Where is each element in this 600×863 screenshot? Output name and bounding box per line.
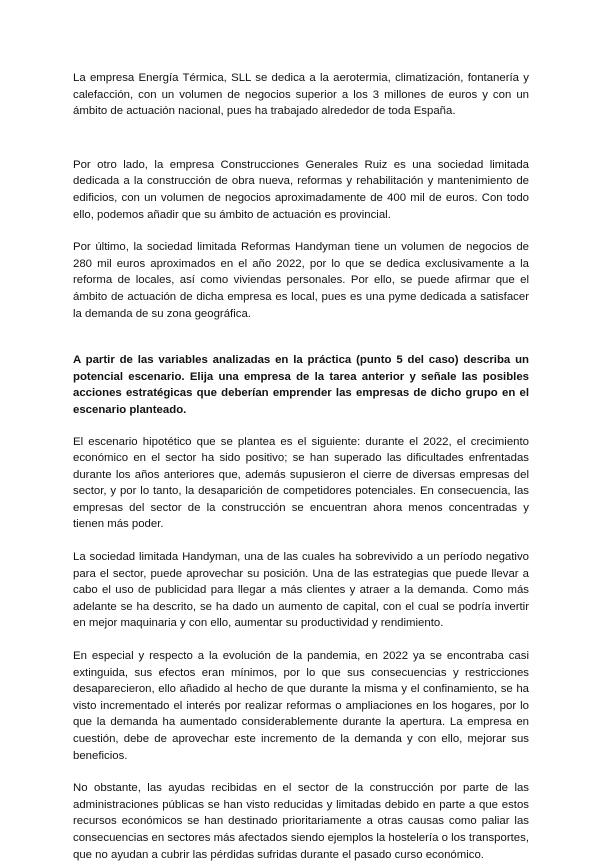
question-heading: A partir de las variables analizadas en la práctica (punto 5 del caso) describa un potencial escenario. Elija una empresa de la tarea anterior y señale las posibles acciones estratégicas que deberían emprender las empresas de dicho grupo en el escenario planteado.	[73, 354, 529, 416]
paragraph-ayudas: No obstante, las ayudas recibidas en el sector de la construcción por parte de las administraciones públicas se han visto reducidas y limitadas debido en parte a que estos recursos económicos se han destinado prioritariamente a otras causas como paliar las consecuencias en sectores más afectados siendo ejemplos la hostelería o los transportes, que no ayudan a cubrir las pérdidas sufridas durante el pasado curso económico.	[73, 782, 529, 861]
paragraph-construcciones-ruiz: Por otro lado, la empresa Construcciones Generales Ruiz es una sociedad limitada dedicada a la construcción de obra nueva, reformas y rehabilitación y mantenimiento de edificios, con un volumen de negocios aproximadamente de 400 mil de euros. Con todo ello, podemos añadir que su ámbito de actuación es provincial.	[73, 158, 529, 221]
paragraph-escenario: El escenario hipotético que se plantea es el siguiente: durante el 2022, el crecimiento económico en el sector ha sido positivo; se han superado las dificultades enfrentadas durante los años anteriores que, además supusieron el cierre de diversas empresas del sector, y por lo tanto, la desaparición de competidores potenciales. En consecuencia, las empresas del sector de la construcción se encuentran ahora menos concentradas y tienen más poder.	[73, 435, 529, 531]
paragraph-energia-termica: La empresa Energía Térmica, SLL se dedica a la aerotermia, climatización, fontanería y calefacción, con un volumen de negocios superior a los 3 millones de euros y con un ámbito de actuación nacional, pues ha trabajado alrededor de toda España.	[73, 72, 529, 118]
paragraph-handyman-strategy: La sociedad limitada Handyman, una de las cuales ha sobrevivido a un período negativo para el sector, puede aprovechar su posición. Una de las estrategias que puede llevar a cabo el uso de publicidad para llegar a más clientes y atraer a la demanda. Como más adelante se ha descrito, se ha dado un aumento de capital, con el cual se podría invertir en mejor maquinaria y con ello, aumentar su productividad y rendimiento.	[73, 551, 529, 630]
paragraph-reformas-handyman: Por último, la sociedad limitada Reformas Handyman tiene un volumen de negocios de 280 mil euros aproximados en el año 2022, por lo que se dedica exclusivamente a la reforma de locales, así como viviendas personales. Por ello, se puede afirmar que el ámbito de actuación de dicha empresa es local, pues es una pyme dedicada a satisfacer la demanda de su zona geográfica.	[73, 241, 529, 320]
document-page	[73, 70, 529, 863]
paragraph-pandemia: En especial y respecto a la evolución de la pandemia, en 2022 ya se encontraba casi extinguida, sus efectos eran mínimos, por lo que sus consecuencias y restricciones desaparecieron, ello añadido al hecho de que durante la misma y el confinamiento, se ha visto incrementado el interés por realizar reformas o ampliaciones en los hogares, por lo que la demanda ha aumentado considerablemente durante la apertura. La empresa en cuestión, debe de aprovechar este incremento de la demanda y con ello, mejorar sus beneficios.	[73, 650, 529, 762]
